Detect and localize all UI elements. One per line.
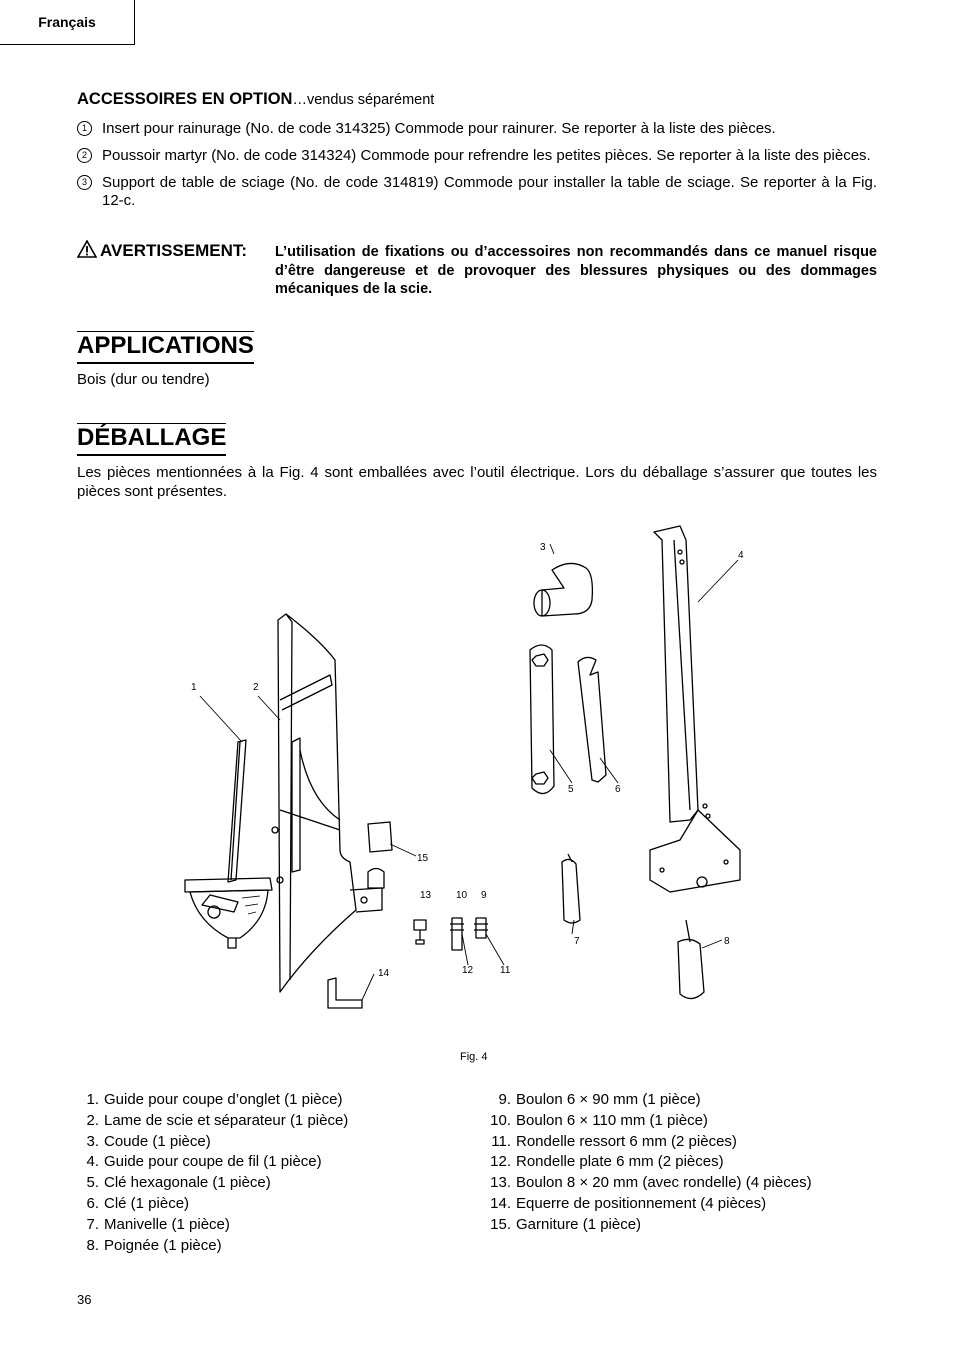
callout-label: 11 — [500, 965, 511, 976]
warning-text: L’utilisation de fixations ou d’accessoires non recommandés dans ce manuel risque d’être dangereuse et de provoquer des blessures physiques ou des dommages mécaniques de la scie. — [275, 244, 877, 297]
list-item — [80, 1173, 348, 1194]
callout-label: 13 — [420, 890, 432, 901]
part-text: Lame de scie et séparateur (1 pièce) — [104, 1111, 349, 1129]
part-text: Boulon 6 × 90 mm (1 pièce) — [516, 1091, 701, 1108]
optional-accessories-title-bold: ACCESSOIRES EN OPTION — [77, 90, 293, 108]
optional-accessories-list — [77, 120, 877, 219]
list-item — [77, 147, 877, 165]
handle-drawing — [678, 939, 704, 998]
callout-label: 15 — [417, 853, 429, 864]
part-text: Rondelle ressort 6 mm (2 pièces) — [516, 1132, 737, 1150]
figure-callout-labels — [191, 542, 744, 979]
part-text: Manivelle (1 pièce) — [104, 1215, 230, 1233]
callout-label: 9 — [481, 890, 487, 901]
miter-gauge-drawing — [185, 740, 272, 948]
list-item — [80, 1236, 348, 1257]
callout-label: 6 — [615, 784, 621, 795]
parts-list-right — [484, 1090, 812, 1236]
part-number: 4. — [86, 1153, 99, 1171]
callout-label: 12 — [462, 965, 474, 976]
callout-label: 7 — [574, 936, 580, 947]
hex-wrench-drawing — [530, 645, 554, 794]
callout-leaders — [200, 544, 738, 1000]
applications-title: APPLICATIONS — [77, 331, 254, 364]
applications-text: Bois (dur ou tendre) — [77, 371, 210, 388]
bolts-drawing — [414, 918, 488, 950]
parts-illustration — [150, 510, 810, 1050]
gasket-drawing — [368, 822, 392, 852]
part-number: 15. — [490, 1215, 511, 1233]
list-item — [484, 1215, 812, 1236]
list-item-text: Support de table de sciage (No. de code 314819) Commode pour installer la table de sciage. Se reporter à la Fig. 12-c. — [102, 174, 877, 209]
part-text: Garniture (1 pièce) — [516, 1215, 642, 1233]
list-item-text: Insert pour rainurage (No. de code 314325) Commode pour rainurer. Se reporter à la liste des pièces. — [102, 120, 776, 137]
warning-triangle-icon — [77, 240, 97, 258]
list-item — [484, 1152, 812, 1173]
part-number: 13. — [490, 1174, 511, 1192]
list-item — [484, 1173, 812, 1194]
blade-guard-drawing — [272, 614, 384, 992]
optional-accessories-title — [77, 90, 877, 109]
list-item — [80, 1215, 348, 1236]
list-item — [80, 1194, 348, 1215]
list-item — [484, 1090, 812, 1111]
part-number: 2. — [86, 1111, 99, 1129]
figure-caption: Fig. 4 — [460, 1051, 488, 1063]
part-text: Guide pour coupe d’onglet (1 pièce) — [104, 1091, 343, 1108]
callout-label: 3 — [540, 542, 546, 553]
unpacking-text: Les pièces mentionnées à la Fig. 4 sont emballées avec l’outil électrique. Lors du déballage s’assurer que toutes les pièces sont présentes. — [77, 464, 877, 500]
part-number: 6. — [86, 1194, 99, 1212]
part-number: 9. — [498, 1091, 511, 1108]
list-item — [77, 120, 877, 138]
circled-number: 1 — [77, 121, 92, 136]
list-item — [77, 174, 877, 210]
unpacking-title: DÉBALLAGE — [77, 423, 226, 456]
rip-fence-drawing — [650, 526, 740, 892]
callout-label: 10 — [456, 890, 468, 901]
part-text: Poignée (1 pièce) — [104, 1236, 222, 1254]
part-number: 10. — [490, 1111, 511, 1129]
list-item-text: Poussoir martyr (No. de code 314324) Commode pour refrendre les petites pièces. Se reporter à la liste des pièces. — [102, 147, 871, 164]
list-item — [484, 1194, 812, 1215]
list-item — [80, 1152, 348, 1173]
positioning-bracket-drawing — [328, 978, 362, 1008]
callout-label: 1 — [191, 682, 197, 693]
part-text: Clé (1 pièce) — [104, 1194, 190, 1212]
part-text: Boulon 8 × 20 mm (avec rondelle) (4 pièces) — [516, 1174, 812, 1192]
callout-label: 5 — [568, 784, 574, 795]
part-text: Coude (1 pièce) — [104, 1132, 211, 1150]
list-item — [80, 1132, 348, 1153]
wrench-drawing — [578, 657, 606, 782]
callout-label: 8 — [724, 936, 730, 947]
list-item — [484, 1111, 812, 1132]
part-number: 3. — [86, 1132, 99, 1150]
part-text: Equerre de positionnement (4 pièces) — [516, 1194, 767, 1212]
list-item — [484, 1132, 812, 1153]
part-text: Boulon 6 × 110 mm (1 pièce) — [516, 1111, 708, 1129]
crank-drawing — [562, 859, 580, 923]
part-number: 7. — [86, 1215, 99, 1233]
part-number: 5. — [86, 1174, 99, 1192]
warning-heading — [77, 240, 247, 261]
part-number: 14. — [490, 1194, 511, 1212]
language-tab: Français — [0, 0, 135, 45]
part-number: 11. — [491, 1132, 511, 1150]
optional-accessories-title-rest: …vendus séparément — [292, 92, 435, 108]
callout-label: 2 — [253, 682, 259, 693]
part-text: Clé hexagonale (1 pièce) — [104, 1174, 271, 1192]
callout-label: 4 — [738, 550, 744, 561]
callout-label: 14 — [378, 968, 390, 979]
part-number: 8. — [86, 1236, 99, 1254]
list-item — [80, 1111, 348, 1132]
circled-number: 2 — [77, 148, 92, 163]
page-number: 36 — [77, 1292, 92, 1307]
circled-number: 3 — [77, 175, 92, 190]
part-text: Rondelle plate 6 mm (2 pièces) — [516, 1153, 724, 1171]
warning-label: AVERTISSEMENT: — [100, 241, 248, 260]
parts-list-left — [80, 1090, 348, 1256]
part-text: Guide pour coupe de fil (1 pièce) — [104, 1153, 322, 1171]
part-number: 12. — [490, 1153, 511, 1171]
list-item — [80, 1090, 348, 1111]
part-number: 1. — [86, 1091, 99, 1108]
